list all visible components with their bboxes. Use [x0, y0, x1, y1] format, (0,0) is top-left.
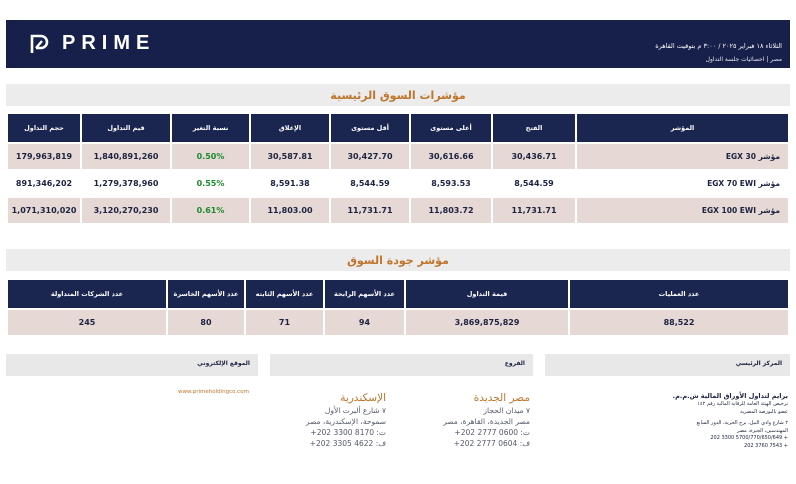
cell-volume: 179,963,819	[8, 144, 80, 169]
cell-value: 1,840,891,260	[82, 144, 170, 169]
cell-traded-companies: 245	[8, 310, 166, 335]
hq-name: برايم لتداول الأوراق المالية ش.م.م.	[672, 392, 788, 400]
indices-title-band	[6, 84, 790, 106]
col-unchanged: عدد الأسهم الثابته	[246, 280, 323, 308]
cell-trade-value: 3,869,875,829	[406, 310, 568, 335]
hq-section-header	[545, 354, 790, 376]
cell-change: 0.55%	[196, 179, 225, 188]
cell-open: 11,731.71	[493, 198, 575, 223]
col-close: الإغلاق	[251, 114, 329, 142]
cell-index: مؤشر EGX 70 EWI	[707, 179, 780, 188]
col-open: الفتح	[493, 114, 575, 142]
heliopolis-title: مصر الجديدة	[473, 392, 530, 404]
header-subtitle: مصر | احصائيات جلسة التداول	[705, 56, 782, 63]
cell-volume: 891,346,202	[15, 179, 73, 188]
quality-header-row	[8, 280, 788, 308]
col-low: أقل مستوى	[331, 114, 409, 142]
cell-index: مؤشر EGX 100 EWI	[577, 198, 788, 223]
heliopolis-tel: ت: 0600 2777 202+	[454, 428, 530, 437]
brand-logo	[28, 32, 155, 55]
heliopolis-branch	[408, 391, 530, 449]
heliopolis-fax: ف: 0604 2777 202+	[453, 439, 530, 448]
alexandria-fax: ف: 4622 3305 202+	[309, 439, 386, 448]
branches-section-header	[270, 354, 533, 376]
prime-logo-icon	[28, 33, 50, 55]
hq-fax: 202 3760 7543 +	[744, 442, 788, 449]
cell-high: 30,616.66	[411, 144, 491, 169]
table-row	[8, 171, 788, 196]
col-gainers: عدد الأسهم الرابحة	[325, 280, 404, 308]
col-transactions: عدد العمليات	[570, 280, 788, 308]
cell-value: 1,279,378,960	[93, 179, 159, 188]
col-volume: حجم التداول	[8, 114, 80, 142]
hq-line2: عضو بالبورصة المصرية	[740, 408, 788, 415]
hq-line1: ترخيص الهيئة العامة للرقابة المالية رقم ١٤٢	[697, 401, 788, 407]
quality-title: مؤشر جودة السوق	[347, 254, 449, 267]
col-change: نسبة التغير	[172, 114, 249, 142]
indices-title: مؤشرات السوق الرئيسية	[330, 89, 466, 102]
cell-high: 11,803.72	[411, 198, 491, 223]
col-trade-value: قيمة التداول	[406, 280, 568, 308]
cell-close: 8,591.38	[270, 179, 310, 188]
alexandria-line2: سموحة، الإسكندرية، مصر	[305, 417, 386, 426]
hq-tel: 202 3300 5700/770/650/649 +	[710, 435, 788, 441]
col-index: المؤشر	[577, 114, 788, 142]
cell-open: 30,436.71	[493, 144, 575, 169]
table-row	[8, 310, 788, 335]
heliopolis-line2: مصر الجديدة، القاهرة، مصر	[443, 417, 530, 426]
quality-table	[6, 278, 790, 337]
quality-title-band	[6, 249, 790, 271]
hq-line4: المهندسين، الجيزة، مصر	[737, 427, 788, 434]
table-row	[8, 144, 788, 169]
alexandria-title: الإسكندرية	[340, 392, 386, 404]
table-row	[8, 198, 788, 223]
header-bar	[6, 20, 790, 68]
cell-change: 0.61%	[172, 198, 249, 223]
cell-low: 30,427.70	[331, 144, 409, 169]
cell-close: 11,803.00	[251, 198, 329, 223]
cell-volume: 1,071,310,020	[8, 198, 80, 223]
alexandria-line1: ٧ شارع ألبرت الأول	[324, 406, 386, 415]
cell-close: 30,587.81	[251, 144, 329, 169]
cell-decliners: 80	[168, 310, 244, 335]
cell-value: 3,120,270,230	[82, 198, 170, 223]
col-decliners: عدد الأسهم الخاسرة	[168, 280, 244, 308]
alexandria-tel: ت: 8170 3300 202+	[310, 428, 386, 437]
col-high: أعلى مستوى	[411, 114, 491, 142]
hq-label: المركز الرئيسي	[735, 360, 782, 367]
cell-high: 8,593.53	[431, 179, 471, 188]
cell-change: 0.50%	[172, 144, 249, 169]
website-link[interactable]: www.primeholdingco.com	[178, 389, 249, 395]
heliopolis-line1: ٧ ميدان الحجاز	[483, 406, 530, 415]
cell-index: مؤشر EGX 30	[577, 144, 788, 169]
session-date: الثلاثاء ١٨ فبراير ٢٠٢٥ / ٣:٠٠ م بتوقيت القاهرة	[655, 42, 782, 50]
indices-header-row	[8, 114, 788, 142]
cell-transactions: 88,522	[570, 310, 788, 335]
cell-open: 8,544.59	[514, 179, 554, 188]
indices-table	[6, 112, 790, 225]
cell-unchanged: 71	[246, 310, 323, 335]
head-office	[538, 392, 788, 450]
alexandria-branch	[268, 391, 386, 449]
website-label: الموقع الإلكتروني	[197, 360, 250, 367]
col-value: قيم التداول	[82, 114, 170, 142]
brand-name: PRIME	[62, 32, 156, 54]
col-traded-companies: عدد الشركات المتداولة	[8, 280, 166, 308]
hq-line3: ٢ شارع وادي النيل، برج الحرية، الدور السابع	[696, 420, 788, 426]
branches-label: الفروع	[504, 360, 525, 367]
cell-gainers: 94	[325, 310, 404, 335]
website-section-header	[6, 354, 258, 376]
cell-low: 11,731.71	[331, 198, 409, 223]
cell-low: 8,544.59	[350, 179, 390, 188]
